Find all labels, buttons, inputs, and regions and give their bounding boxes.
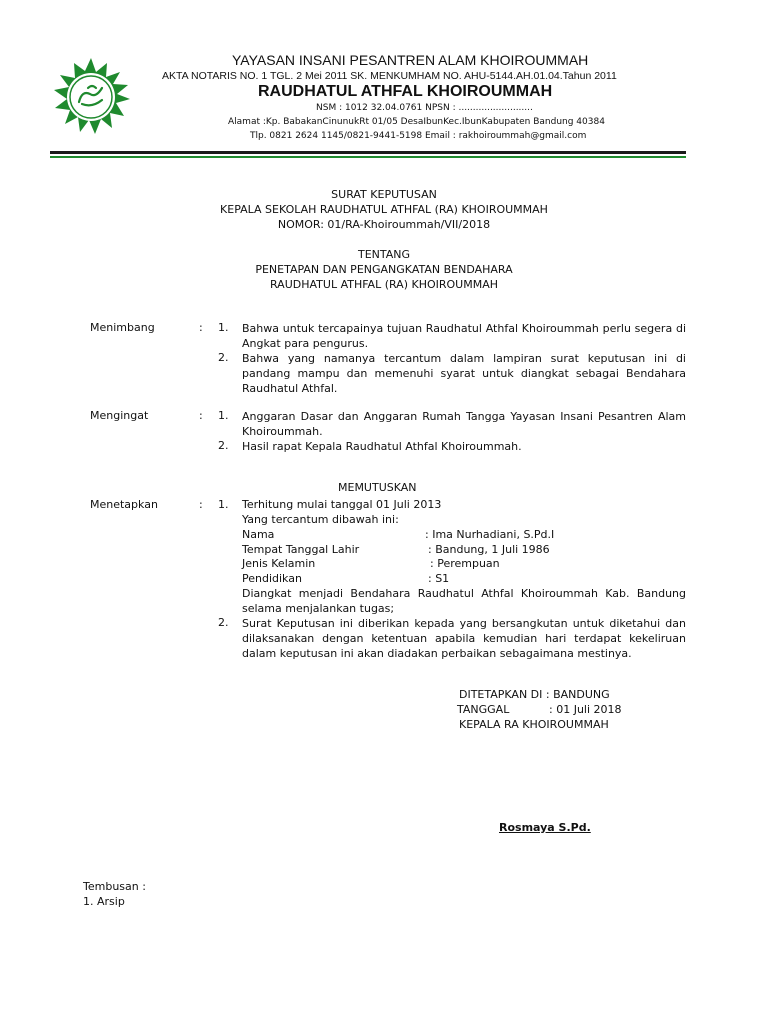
- appointment-text: Diangkat menjadi Bendahara Raudhatul Athfal Khoiroummah Kab. Bandung selama menjalankan tugas;: [242, 587, 686, 615]
- mengingat-num-2: 2.: [218, 439, 229, 452]
- field-value-nama: : Ima Nurhadiani, S.Pd.I: [425, 528, 555, 541]
- mengingat-num-1: 1.: [218, 409, 229, 422]
- menimbang-text-1: Bahwa untuk tercapainya tujuan Raudhatul Athfal Khoiroummah perlu segera di Angkat para pengurus.: [242, 322, 686, 350]
- subject-line-1: PENETAPAN DAN PENGANGKATAN BENDAHARA: [255, 263, 513, 276]
- signatory-position: KEPALA RA KHOIROUMMAH: [459, 718, 609, 731]
- field-value-gender: : Perempuan: [430, 557, 500, 570]
- header-rule-green: [50, 156, 686, 158]
- foundation-logo: [52, 58, 130, 136]
- menimbang-num-1: 1.: [218, 321, 229, 334]
- menimbang-colon: :: [199, 321, 203, 334]
- date-label: TANGGAL: [457, 703, 510, 716]
- signatory-name: Rosmaya S.Pd.: [499, 821, 591, 834]
- mengingat-label: Mengingat: [90, 409, 149, 422]
- memutuskan-heading: MEMUTUSKAN: [338, 481, 417, 494]
- listed-below: Yang tercantum dibawah ini:: [242, 513, 399, 526]
- effective-date: Terhitung mulai tanggal 01 Juli 2013: [242, 498, 442, 511]
- notary-info: AKTA NOTARIS NO. 1 TGL. 2 Mei 2011 SK. MENKUMHAM NO. AHU-5144.AH.01.04.Tahun 2011: [162, 70, 617, 82]
- mengingat-text-1: Anggaran Dasar dan Anggaran Rumah Tangga Yayasan Insani Pesantren Alam Khoiroummah.: [242, 410, 686, 438]
- doc-title: SURAT KEPUTUSAN: [331, 188, 437, 201]
- subject-line-2: RAUDHATUL ATHFAL (RA) KHOIROUMMAH: [269, 278, 499, 291]
- doc-number: NOMOR: 01/RA-Khoiroummah/VII/2018: [277, 218, 491, 231]
- foundation-name: YAYASAN INSANI PESANTREN ALAM KHOIROUMMAH: [232, 52, 589, 68]
- contact-info: Tlp. 0821 2624 1145/0821-9441-5198 Email : rakhoiroummah@gmail.com: [250, 131, 587, 141]
- field-label-ttl: Tempat Tanggal Lahir: [242, 543, 360, 556]
- mengingat-colon: :: [199, 409, 203, 422]
- menetapkan-colon: :: [199, 498, 203, 511]
- field-value-ttl: : Bandung, 1 Juli 1986: [428, 543, 550, 556]
- date-value: : 01 Juli 2018: [549, 703, 622, 716]
- field-label-education: Pendidikan: [242, 572, 302, 585]
- menetapkan-label: Menetapkan: [90, 498, 158, 511]
- decree-provisions: Surat Keputusan ini diberikan kepada yang bersangkutan untuk diketahui dan dilaksanakan dengan ketentuan apabila kemudian hari terdapat kekeliruan dalam keputusan ini akan diadakan perbaikan sebagaimana mestinya.: [242, 617, 686, 660]
- menetapkan-num-2: 2.: [218, 616, 229, 629]
- tentang-heading: TENTANG: [357, 248, 411, 261]
- menetapkan-num-1: 1.: [218, 498, 229, 511]
- menimbang-label: Menimbang: [90, 321, 155, 334]
- menimbang-num-2: 2.: [218, 351, 229, 364]
- address: Alamat :Kp. BabakanCinunukRt 01/05 DesaIbunKec.IbunKabupaten Bandung 40384: [228, 117, 605, 127]
- copy-to-item: 1. Arsip: [83, 895, 125, 908]
- field-label-nama: Nama: [242, 528, 275, 541]
- nsm-npsn: NSM : 1012 32.04.0761 NPSN : ..........................: [316, 103, 533, 113]
- header-rule-black: [50, 151, 686, 154]
- decreed-place: DITETAPKAN DI : BANDUNG: [459, 688, 610, 701]
- field-label-gender: Jenis Kelamin: [242, 557, 316, 570]
- doc-issuer: KEPALA SEKOLAH RAUDHATUL ATHFAL (RA) KHOIROUMMAH: [220, 203, 548, 216]
- copy-to-label: Tembusan :: [83, 880, 146, 893]
- field-value-education: : S1: [428, 572, 450, 585]
- mengingat-text-2: Hasil rapat Kepala Raudhatul Athfal Khoiroummah.: [242, 440, 522, 453]
- menimbang-text-2: Bahwa yang namanya tercantum dalam lampiran surat keputusan ini di pandang mampu dan memenuhi syarat untuk diangkat sebagai Bendahara Raudhatul Athfal.: [242, 352, 686, 395]
- school-name: RAUDHATUL ATHFAL KHOIROUMMAH: [258, 83, 553, 100]
